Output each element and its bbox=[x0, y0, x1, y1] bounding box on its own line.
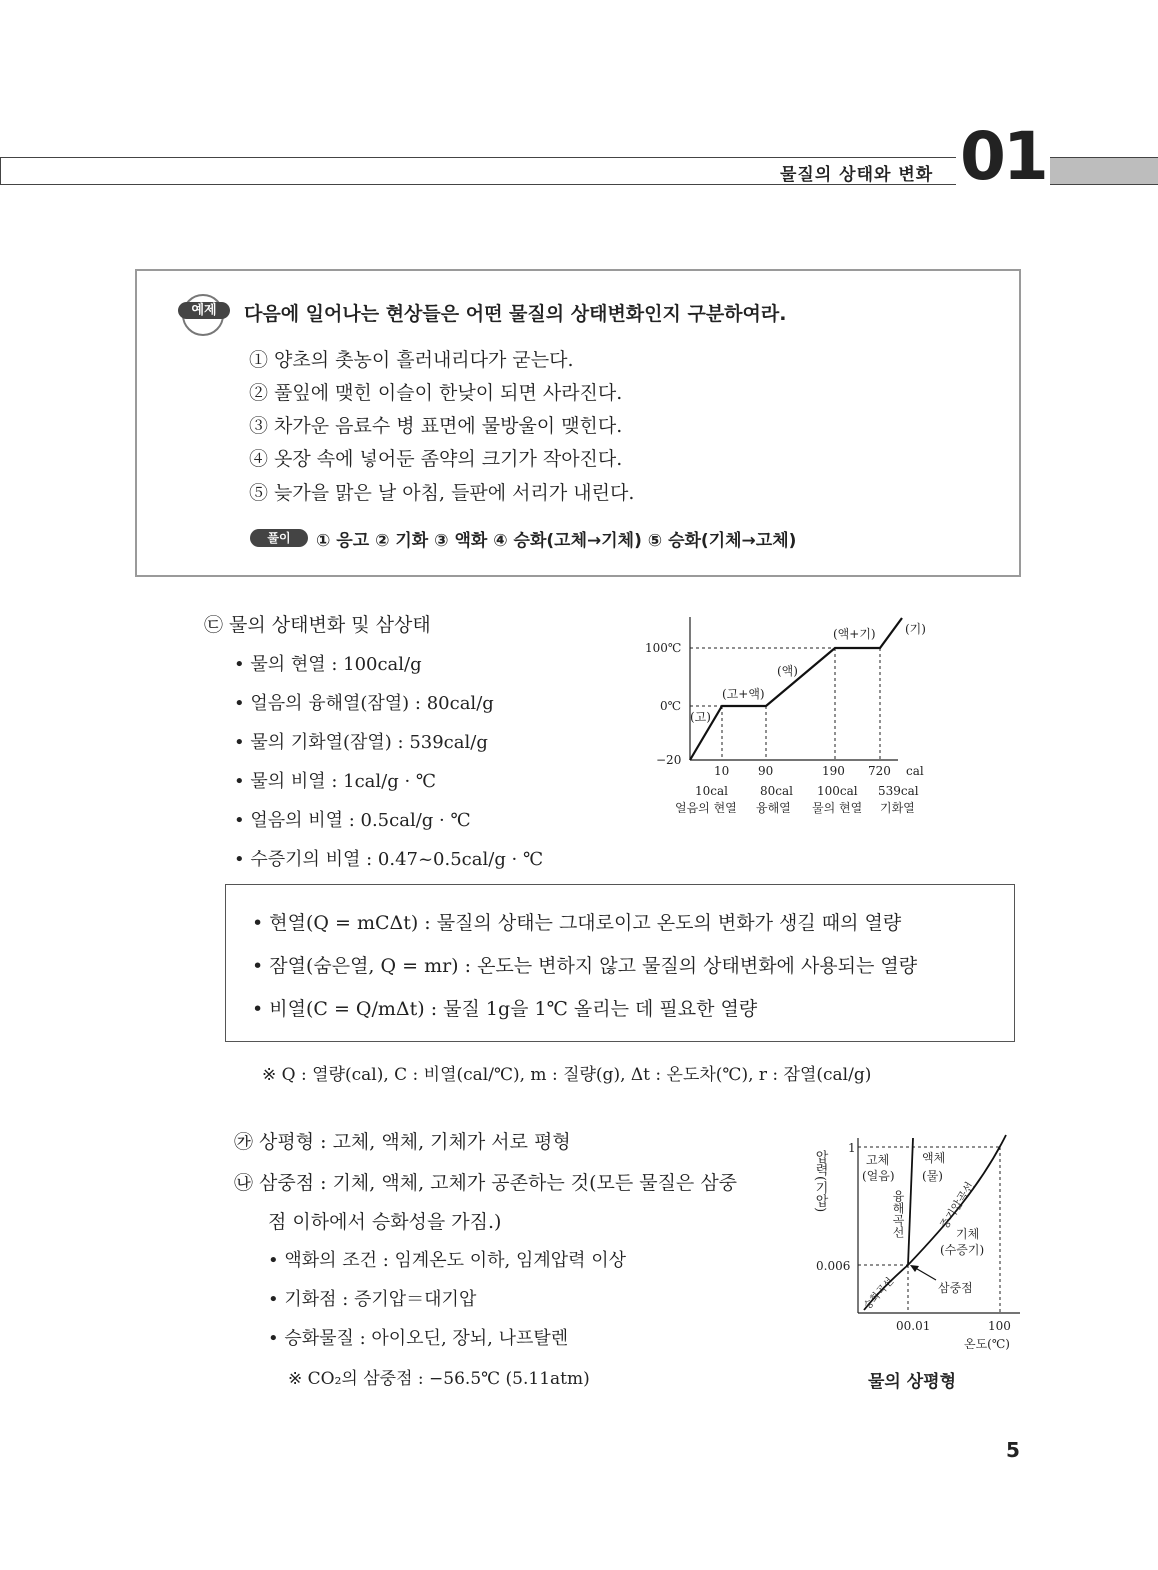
region-label: 고체 bbox=[866, 1153, 890, 1167]
bottom-value: 10cal bbox=[695, 784, 728, 798]
phase-item: ㉯ 삼중점 : 기체, 액체, 고체가 공존하는 것(모든 물질은 삼중 bbox=[234, 1172, 738, 1194]
example-item: ② 풀잎에 맺힌 이슬이 한낮이 되면 사라진다. bbox=[249, 382, 623, 404]
triple-point-label: 삼중점 bbox=[938, 1281, 973, 1295]
bottom-name: 기화열 bbox=[880, 801, 915, 815]
water-bullet: • 수증기의 비열 : 0.47~0.5cal/g · ℃ bbox=[234, 849, 544, 870]
region-label: 액체 bbox=[922, 1151, 946, 1165]
pd-x-tick: 100 bbox=[988, 1319, 1011, 1333]
example-question: 다음에 일어나는 현상들은 어떤 물질의 상태변화인지 구분하여라. bbox=[244, 303, 787, 325]
x-tick: 10 bbox=[714, 764, 730, 778]
phase-bullet: • 기화점 : 증기압＝대기압 bbox=[268, 1289, 477, 1310]
region-label: 기체 bbox=[956, 1227, 980, 1241]
water-heading: ㉢ 물의 상태변화 및 삼상태 bbox=[204, 614, 431, 636]
phase-label: (고+액) bbox=[722, 687, 765, 701]
water-bullet: • 얼음의 비열 : 0.5cal/g · ℃ bbox=[234, 810, 471, 831]
region-label: (수증기) bbox=[940, 1243, 985, 1257]
header-gray-band bbox=[1032, 157, 1158, 185]
y-tick: −20 bbox=[656, 753, 682, 767]
water-bullet: • 얼음의 융해열(잠열) : 80cal/g bbox=[234, 693, 494, 714]
region-label: (얼음) bbox=[862, 1169, 895, 1183]
legend-note: ※ Q : 열량(cal), C : 비열(cal/℃), m : 질량(g), Δt : 온도차(℃), r : 잠열(cal/g) bbox=[262, 1065, 872, 1085]
pd-y-axis-label: 압력(기압) bbox=[812, 1150, 828, 1213]
bottom-value: 80cal bbox=[760, 784, 793, 798]
phase-label: (기) bbox=[905, 622, 926, 636]
solution-badge: 풀이 bbox=[250, 529, 308, 547]
definition-latent-heat: • 잠열(숨은열, Q = mr) : 온도는 변하지 않고 물질의 상태변화에 사용되는 열량 bbox=[252, 955, 918, 977]
fusion-curve bbox=[908, 1138, 913, 1265]
phase-item-cont: 점 이하에서 승화성을 가짐.) bbox=[268, 1211, 502, 1233]
phase-label: (고) bbox=[690, 710, 711, 724]
bottom-name: 물의 현열 bbox=[812, 801, 863, 815]
y-tick: 100℃ bbox=[645, 641, 682, 655]
definition-specific-heat: • 비열(C = Q/mΔt) : 물질 1g을 1℃ 올리는 데 필요한 열량 bbox=[252, 998, 758, 1020]
example-badge-label: 예제 bbox=[178, 302, 230, 319]
example-item: ③ 차가운 음료수 병 표면에 물방울이 맺힌다. bbox=[249, 415, 623, 437]
x-tick: 190 bbox=[822, 764, 845, 778]
curve-label-sublimation: 승화곡선 bbox=[862, 1275, 897, 1313]
phase-label: (액+기) bbox=[833, 627, 876, 641]
x-tick: 90 bbox=[758, 764, 774, 778]
bottom-value: 100cal bbox=[817, 784, 858, 798]
co2-note: ※ CO₂의 삼중점 : −56.5℃ (5.11atm) bbox=[288, 1369, 590, 1389]
bottom-name: 융해열 bbox=[756, 801, 791, 815]
example-item: ⑤ 늦가을 맑은 날 아침, 들판에 서리가 내린다. bbox=[249, 482, 635, 504]
pd-x-axis-label: 온도(℃) bbox=[964, 1337, 1010, 1351]
page-number: 5 bbox=[1006, 1438, 1020, 1462]
example-item: ④ 옷장 속에 넣어둔 좀약의 크기가 작아진다. bbox=[249, 448, 623, 470]
region-label: (물) bbox=[922, 1169, 943, 1183]
phase-item: ㉮ 상평형 : 고체, 액체, 기체가 서로 평형 bbox=[234, 1131, 571, 1153]
phase-diagram-caption: 물의 상평형 bbox=[868, 1372, 957, 1392]
phase-bullet: • 승화물질 : 아이오딘, 장뇌, 나프탈렌 bbox=[268, 1328, 569, 1349]
x-tick: 720 bbox=[868, 764, 891, 778]
x-tick: cal bbox=[906, 764, 924, 778]
example-badge bbox=[176, 298, 234, 324]
phase-diagram bbox=[806, 1130, 1036, 1360]
curve-label-fusion: 융해곡선 bbox=[891, 1190, 905, 1238]
chapter-title: 물질의 상태와 변화 bbox=[780, 165, 934, 185]
definition-sensible-heat: • 현열(Q = mCΔt) : 물질의 상태는 그대로이고 온도의 변화가 생길 때의 열량 bbox=[252, 912, 902, 934]
bottom-name: 얼음의 현열 bbox=[675, 801, 737, 815]
pd-y-tick: 0.006 bbox=[816, 1259, 851, 1273]
curve-label-vapor: 증기압곡선 bbox=[937, 1179, 977, 1232]
pd-y-tick: 1 bbox=[848, 1141, 856, 1155]
y-tick: 0℃ bbox=[660, 699, 682, 713]
phase-label: (액) bbox=[777, 664, 798, 678]
water-bullet: • 물의 현열 : 100cal/g bbox=[234, 654, 422, 675]
solution-text: ① 응고 ② 기화 ③ 액화 ④ 승화(고체→기체) ⑤ 승화(기체→고체) bbox=[316, 531, 797, 551]
pd-x-tick: 00.01 bbox=[896, 1319, 931, 1333]
heating-curve-diagram bbox=[640, 612, 940, 822]
bottom-value: 539cal bbox=[878, 784, 919, 798]
arrowhead-icon bbox=[910, 1265, 919, 1272]
example-item: ① 양초의 촛농이 흘러내리다가 굳는다. bbox=[249, 349, 574, 371]
water-bullet: • 물의 비열 : 1cal/g · ℃ bbox=[234, 771, 437, 792]
chapter-number: 01 bbox=[956, 124, 1050, 190]
water-bullet: • 물의 기화열(잠열) : 539cal/g bbox=[234, 732, 488, 753]
phase-bullet: • 액화의 조건 : 임계온도 이하, 임계압력 이상 bbox=[268, 1250, 627, 1271]
